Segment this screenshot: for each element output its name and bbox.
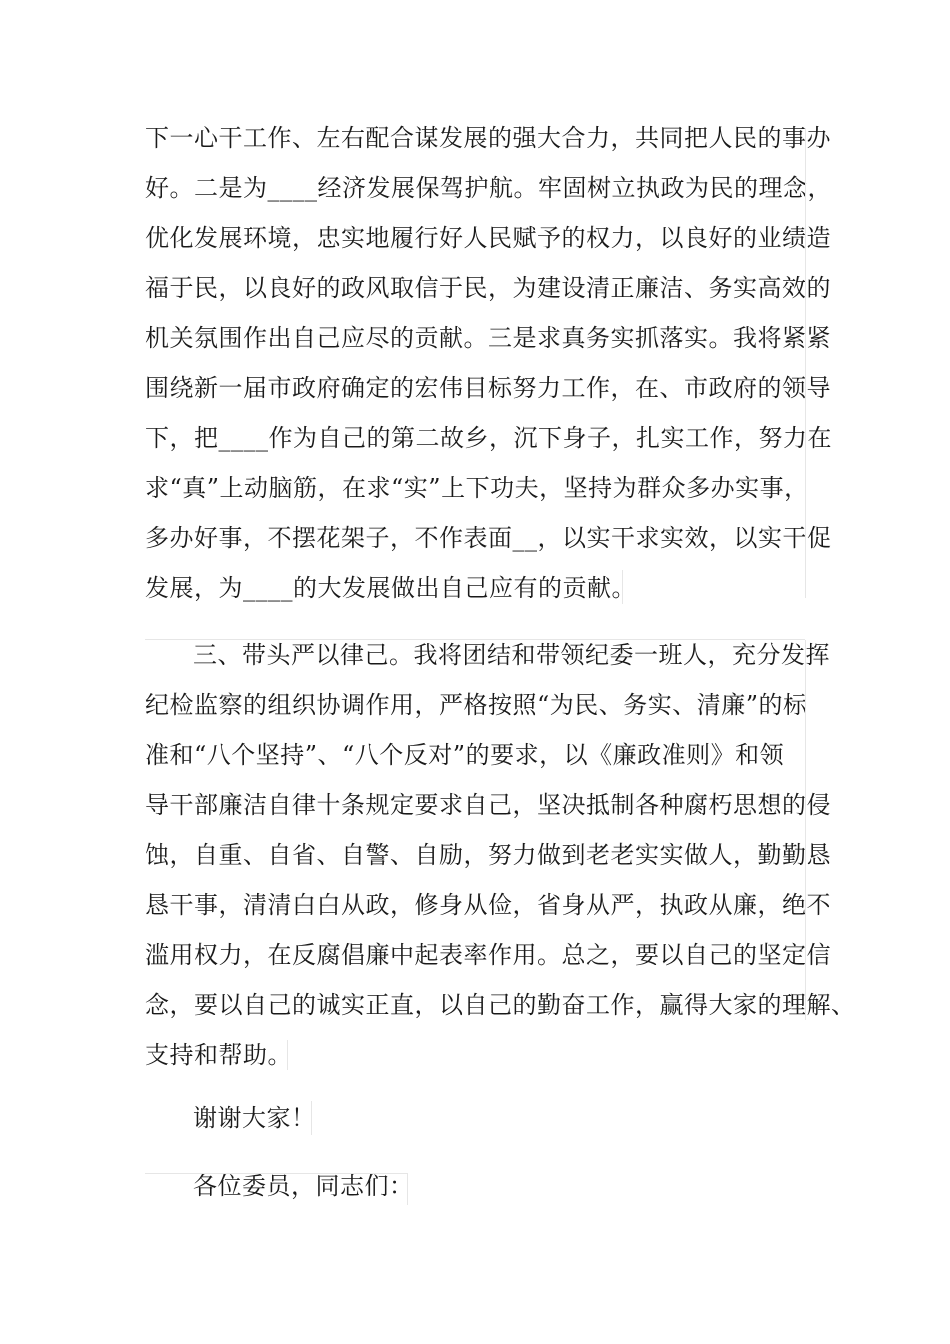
text-line: 支持和帮助。 xyxy=(145,1041,292,1069)
text-line: 下，把____作为自己的第二故乡，沉下身子，扎实工作，努力在 xyxy=(145,424,832,452)
guide-line-vertical xyxy=(622,570,623,604)
thanks-line: 谢谢大家！ xyxy=(193,1104,316,1132)
text-line: 优化发展环境，忠实地履行好人民赋予的权力，以良好的业绩造 xyxy=(145,224,831,252)
guide-line-horizontal xyxy=(145,1173,407,1174)
text-line: 三、带头严以律己。我将团结和带领纪委一班人，充分发挥 xyxy=(193,641,830,669)
text-line: 发展，为____的大发展做出自己应有的贡献。 xyxy=(145,574,636,602)
text-line: 导干部廉洁自律十条规定要求自己，坚决抵制各种腐朽思想的侵 xyxy=(145,791,831,819)
text-line: 求“真”上动脑筋，在求“实”上下功夫，坚持为群众多办实事， xyxy=(145,474,809,502)
text-line: 蚀，自重、自省、自警、自励，努力做到老老实实做人，勤勤恳 xyxy=(145,841,831,869)
guide-line-vertical xyxy=(805,640,806,1020)
text-line: 福于民，以良好的政风取信于民，为建设清正廉洁、务实高效的 xyxy=(145,274,831,302)
text-line: 机关氛围作出自己应尽的贡献。三是求真务实抓落实。我将紧紧 xyxy=(145,324,831,352)
text-line: 围绕新一届市政府确定的宏伟目标努力工作，在、市政府的领导 xyxy=(145,374,831,402)
guide-line-vertical xyxy=(805,128,806,598)
text-line: 恳干事，清清白白从政，修身从俭，省身从严，执政从廉，绝不 xyxy=(145,891,831,919)
text-line: 滥用权力，在反腐倡廉中起表率作用。总之，要以自己的坚定信 xyxy=(145,941,831,969)
text-line: 纪检监察的组织协调作用，严格按照“为民、务实、清廉”的标 xyxy=(145,691,808,719)
text-line: 多办好事，不摆花架子，不作表面__，以实干求实效，以实干促 xyxy=(145,524,832,552)
guide-line-vertical xyxy=(407,1173,408,1205)
text-line: 好。二是为____经济发展保驾护航。牢固树立执政为民的理念， xyxy=(145,174,832,202)
guide-line-vertical xyxy=(287,1040,288,1070)
salutation-line: 各位委员，同志们： xyxy=(193,1172,414,1200)
text-line: 念，要以自己的诚实正直，以自己的勤奋工作，赢得大家的理解、 xyxy=(145,991,856,1019)
text-line: 准和“八个坚持”、“八个反对”的要求，以《廉政准则》和领 xyxy=(145,741,785,769)
guide-line-horizontal xyxy=(145,639,805,640)
guide-line-vertical xyxy=(311,1101,312,1135)
text-line: 下一心干工作、左右配合谋发展的强大合力，共同把人民的事办 xyxy=(145,124,831,152)
